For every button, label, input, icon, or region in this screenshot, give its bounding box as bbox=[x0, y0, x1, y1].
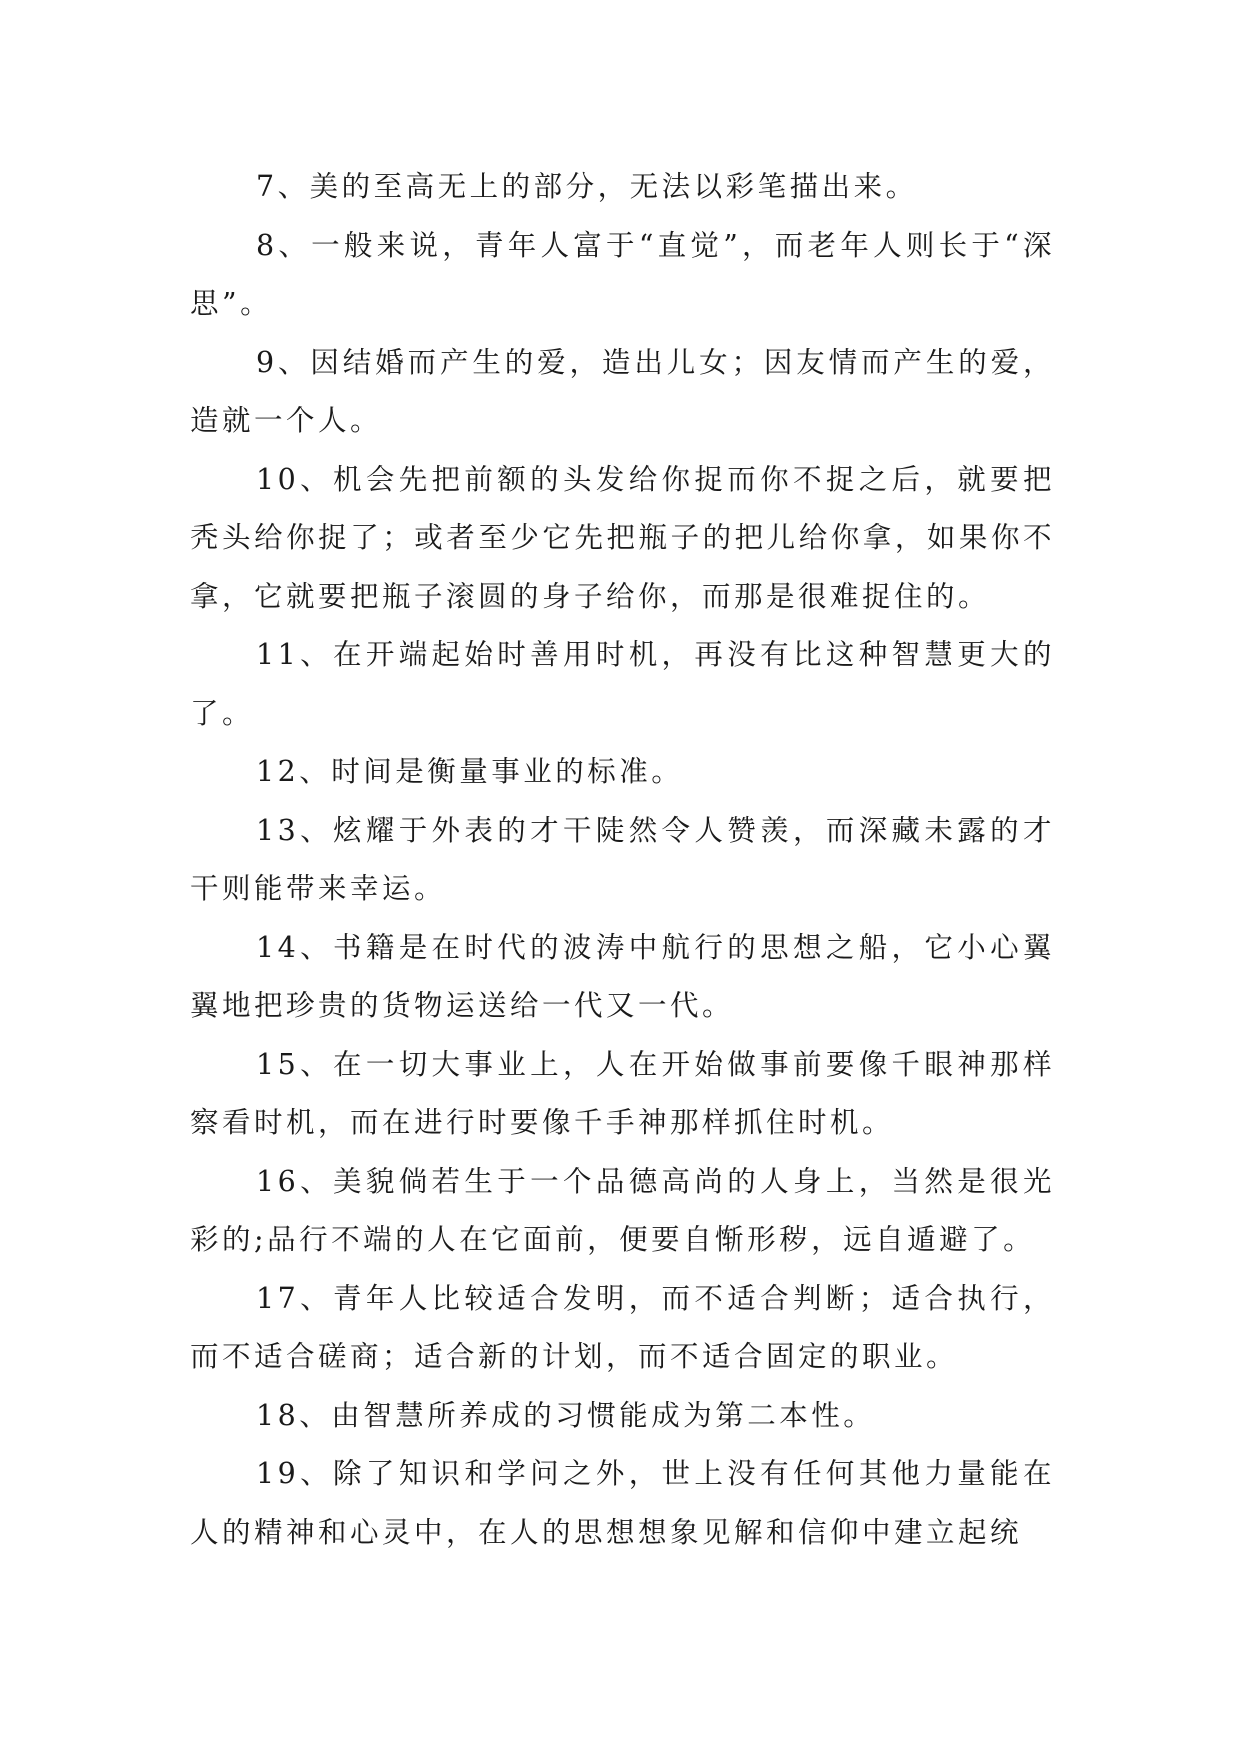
quote-paragraph-19: 19、除了知识和学问之外，世上没有任何其他力量能在人的精神和心灵中，在人的思想想象见解和信仰中建立起统 bbox=[190, 1457, 1055, 1549]
quote-paragraph-18: 18、由智慧所养成的习惯能成为第二本性。 bbox=[256, 1398, 876, 1432]
quote-paragraph-13: 13、炫耀于外表的才干陡然令人赞羡，而深藏未露的才干则能带来幸运。 bbox=[190, 813, 1055, 905]
quote-paragraph-16: 16、美貌倘若生于一个品德高尚的人身上，当然是很光彩的;品行不端的人在它面前，便要自惭形秽，远自遁避了。 bbox=[190, 1164, 1055, 1256]
quote-paragraph-11: 11、在开端起始时善用时机，再没有比这种智慧更大的了。 bbox=[190, 638, 1055, 730]
quote-paragraph-17: 17、青年人比较适合发明，而不适合判断；适合执行，而不适合磋商；适合新的计划，而不适合固定的职业。 bbox=[190, 1281, 1055, 1373]
document-body bbox=[190, 158, 1055, 1562]
quote-paragraph-15: 15、在一切大事业上，人在开始做事前要像千眼神那样察看时机，而在进行时要像千手神那样抓住时机。 bbox=[190, 1047, 1055, 1139]
quote-paragraph-7: 7、美的至高无上的部分，无法以彩笔描出来。 bbox=[256, 170, 918, 203]
quote-paragraph-14: 14、书籍是在时代的波涛中航行的思想之船，它小心翼翼地把珍贵的货物运送给一代又一代。 bbox=[190, 930, 1055, 1022]
quote-paragraph-10: 10、机会先把前额的头发给你捉而你不捉之后，就要把秃头给你捉了；或者至少它先把瓶子的把儿给你拿，如果你不拿，它就要把瓶子滚圆的身子给你，而那是很难捉住的。 bbox=[190, 462, 1055, 613]
quote-paragraph-9: 9、因结婚而产生的爱，造出儿女；因友情而产生的爱，造就一个人。 bbox=[190, 345, 1055, 437]
quote-paragraph-12: 12、时间是衡量事业的标准。 bbox=[256, 755, 684, 788]
quote-paragraph-8: 8、一般来说，青年人富于“直觉”，而老年人则长于“深思”。 bbox=[190, 228, 1055, 320]
